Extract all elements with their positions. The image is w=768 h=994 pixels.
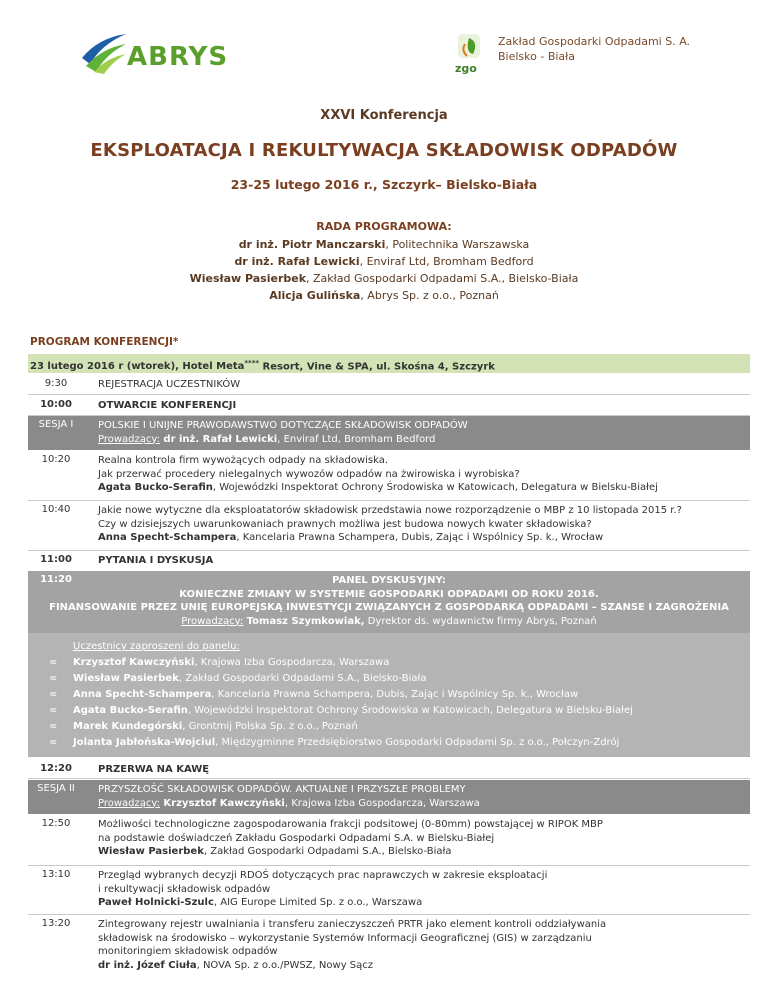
council-member: Wiesław Pasierbek, Zakład Gospodarki Odpadami S.A., Bielsko-Biała xyxy=(189,272,579,285)
panelist: Anna Specht-Schampera, Kancelaria Prawna Schampera, Dubis, Zając i Wspólnicy Sp. k., Wrocław xyxy=(73,689,579,700)
day-header: 23 lutego 2016 r (wtorek), Hotel Meta**** Resort, Vine & SPA, ul. Skośna 4, Szczyrk xyxy=(28,354,750,373)
session-header: SESJA II PRZYSZŁOŚĆ SKŁADOWISK ODPADÓW. AKTUALNE I PRZYSZŁE PROBLEMY Prowadzący: Krzysztof Kawczyński, Krajowa Izba Gospodarcza, Warszawa xyxy=(28,780,750,814)
session-header: SESJA I POLSKIE I UNIJNE PRAWODAWSTWO DOTYCZĄCE SKŁADOWISK ODPADÓW Prowadzący: dr inż. Rafał Lewicki, Enviraf Ltd, Bromham Bedford xyxy=(28,416,750,450)
conference-title: EKSPLOATACJA I REKULTYWACJA SKŁADOWISK ODPADÓW xyxy=(90,140,678,161)
council-member: dr inż. Piotr Manczarski, Politechnika Warszawska xyxy=(238,238,530,251)
conference-date: 23-25 lutego 2016 r., Szczyrk– Bielsko-Biała xyxy=(230,177,538,192)
zgo-logo xyxy=(455,32,695,78)
schedule-row: 11:00 PYTANIA I DYSKUSJA xyxy=(40,554,214,566)
panelist: Marek Kundegórski, Grontmij Polska Sp. z o.o., Poznań xyxy=(73,721,358,732)
conference-number: XXVI Konferencja xyxy=(320,108,448,123)
schedule-row: 10:00 OTWARCIE KONFERENCJI xyxy=(28,396,750,416)
schedule-row: 13:10 Przegląd wybranych decyzji RDOŚ dotyczących prac naprawczych w zakresie eksploatacji i rekultywacji składowisk odpadów Paweł Holnicki-Szulc, AIG Europe Limited Sp. z o.o., Warszawa xyxy=(28,866,750,915)
panelist: Agata Bucko-Serafin, Wojewódzki Inspektorat Ochrony Środowiska w Katowicach, Delegatura w Bielsku-Białej xyxy=(73,705,633,716)
panelist: Jolanta Jabłońska-Wojciul, Międzygminne Przedsiębiorstwo Gospodarki Odpadami Sp. z o.o., Połczyn-Zdrój xyxy=(73,737,620,748)
panelist: Wiesław Pasierbek, Zakład Gospodarki Odpadami S.A., Bielsko-Biała xyxy=(73,673,427,684)
schedule-row: 12:50 Możliwości technologiczne zagospodarowania frakcji podsitowej (0-80mm) powstającej w RIPOK MBP na podstawie doświadczeń Zakładu Gospodarki Odpadami S.A. w Bielsku-Białej Wiesław Pasierbek, Zakład Gospodarki Odpadami S.A., Bielsko-Biała xyxy=(28,815,750,866)
program-council-list xyxy=(0,236,768,304)
council-member: Alicja Gulińska, Abrys Sp. z o.o., Poznań xyxy=(269,289,499,302)
schedule-row: 10:20 Realna kontrola firm wywożących odpady na składowiska. Jak przerwać procedery nielegalnych wywozów odpadów na żwirowiska i wyrobiska? Agata Bucko-Serafin, Wojewódzki Inspektorat Ochrony Środowiska w Katowicach, Delegatura w Bielsku-Białej xyxy=(28,451,750,501)
program-council-heading: RADA PROGRAMOWA: xyxy=(316,220,452,233)
schedule-row: 9:30 REJESTRACJA UCZESTNIKÓW xyxy=(28,375,750,395)
zgo-mark: zgo xyxy=(455,62,477,75)
panelist: Krzysztof Kawczyński, Krajowa Izba Gospodarcza, Warszawa xyxy=(73,657,390,668)
schedule-row: 10:40 Jakie nowe wytyczne dla eksploatatorów składowisk przedstawia nowe rozporządzenie o MBP z 10 listopada 2015 r.? Czy w dzisiejszych uwarunkowaniach prawnych możliwa jest budowa nowych kwater składowiska? Anna Specht-Schampera, Kancelaria Prawna Schampera, Dubis, Zając i Wspólnicy Sp. k., Wrocław xyxy=(28,501,750,551)
panel-members: Uczestnicy zaproszeni do panelu: ∞ Krzysztof Kawczyński, Krajowa Izba Gospodarcza, Warszawa ∞ Wiesław Pasierbek, Zakład Gospodarki Odpadami S.A., Bielsko-Biała ∞ Anna Specht-Schampera, Kancelaria Prawna Schampera, Dubis, Zając i Wspólnicy Sp. k., Wrocław ∞ Agata Bucko-Serafin, Wojewódzki Inspektorat Ochrony Środowiska w Katowicach, Delegatura w Bielsku-Białej ∞ Marek Kundegórski, Grontmij Polska Sp. z o.o., Poznań ∞ Jolanta Jabłońska-Wojciul, Międzygminne Przedsiębiorstwo Gospodarki Odpadami Sp. z o.o., Połczyn-Zdrój xyxy=(28,633,750,757)
panel-header: 11:20 PANEL DYSKUSYJNY: KONIECZNE ZMIANY W SYSTEMIE GOSPODARKI ODPADAMI OD ROKU 2016. FINANSOWANIE PRZEZ UNIĘ EUROPEJSKĄ INWESTYCJI ZWIĄZANYCH Z GOSPODARKĄ ODPADAMI – SZANSE I ZAGROŻENIA Prowadzący: Tomasz Szymkowiak, Dyrektor ds. wydawnictw firmy Abrys, Poznań xyxy=(28,571,750,633)
council-member: dr inż. Rafał Lewicki, Enviraf Ltd, Bromham Bedford xyxy=(234,255,534,268)
abrys-wordmark: ABRYS xyxy=(127,42,229,72)
abrys-logo xyxy=(80,30,240,76)
abrys-swoosh-icon xyxy=(80,30,128,74)
program-heading: PROGRAM KONFERENCJI* xyxy=(30,336,179,348)
schedule-row: 12:20 PRZERWA NA KAWĘ xyxy=(28,760,750,779)
schedule-row: 13:20 Zintegrowany rejestr uwalniania i transferu zanieczyszczeń PRTR jako element kontroli oddziaływania składowisk na środowisko – wykorzystanie Systemów Informacji Geograficznej (GIS) w zarządzaniu monitoringiem składowisk odpadów dr inż. Józef Ciuła, NOVA Sp. z o.o./PWSZ, Nowy Sącz xyxy=(41,918,607,971)
zgo-company-name: Zakład Gospodarki Odpadami S. A. Bielsko - Biała xyxy=(498,35,691,63)
